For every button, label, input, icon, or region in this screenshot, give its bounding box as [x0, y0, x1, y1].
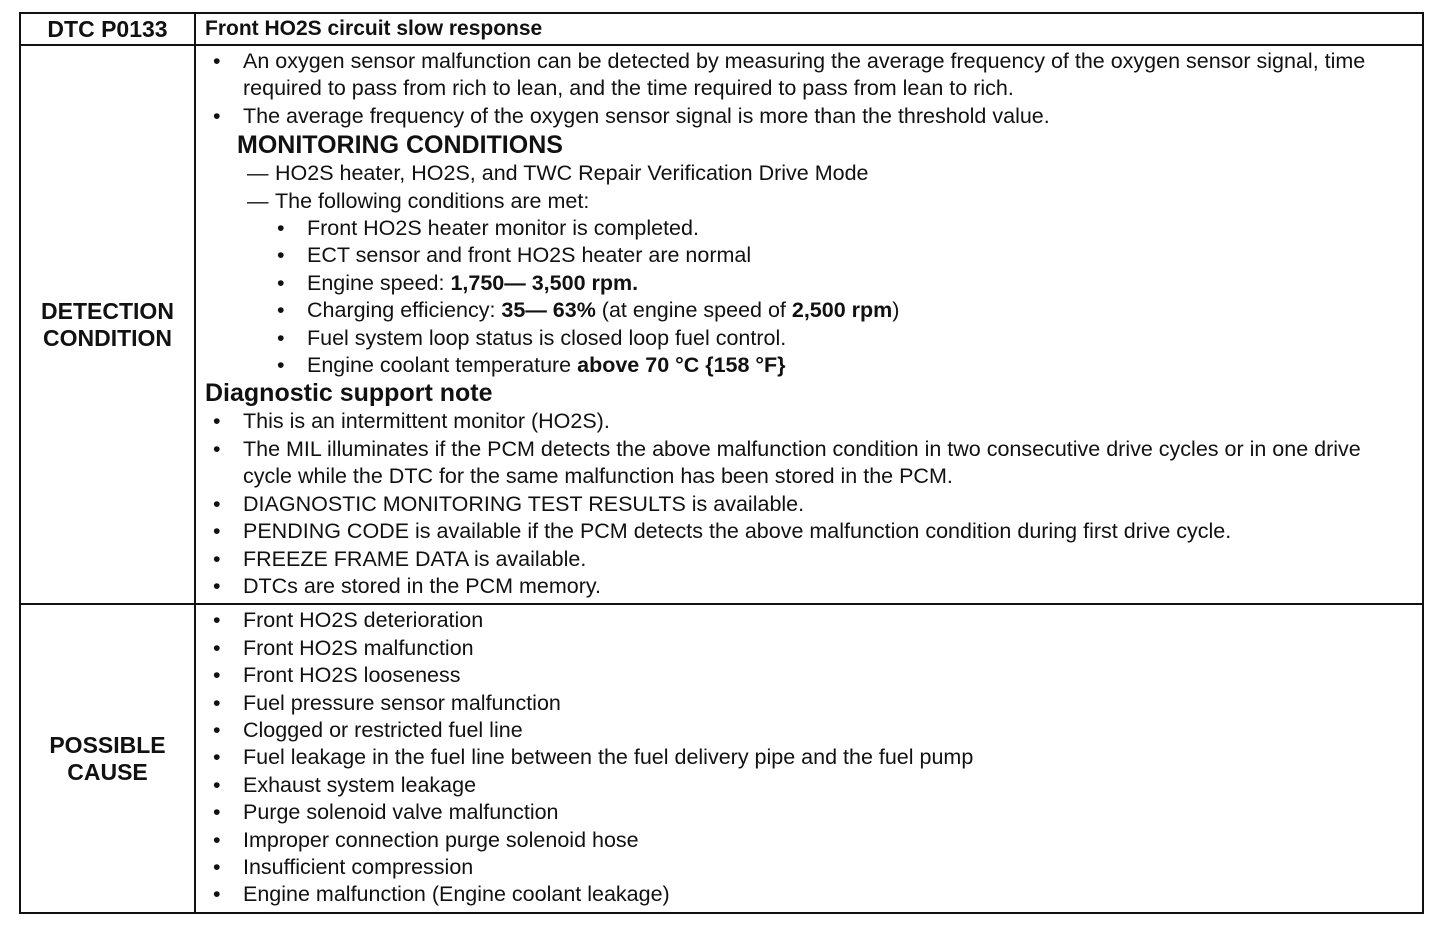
condition-text: Engine coolant temperature: [307, 353, 578, 378]
engine-speed-value: 1,750— 3,500 rpm.: [450, 270, 639, 295]
possible-cause-content: [195, 604, 1423, 912]
possible-cause-label-line1: POSSIBLE: [49, 731, 166, 758]
note-item: • This is an intermittent monitor (HO2S).: [205, 408, 1414, 435]
dtc-table: [19, 12, 1424, 914]
detection-bullet: • The average frequency of the oxygen sensor signal is more than the threshold value.: [205, 103, 1414, 130]
possible-cause-label: [20, 604, 195, 912]
dtc-title: Front HO2S circuit slow response: [195, 13, 1423, 45]
note-item: • DIAGNOSTIC MONITORING TEST RESULTS is available.: [205, 491, 1414, 518]
cause-item: • Fuel leakage in the fuel line between the fuel delivery pipe and the fuel pump: [205, 744, 1414, 771]
condition-text: Charging efficiency:: [307, 298, 502, 323]
cause-item: • Front HO2S deterioration: [205, 607, 1414, 634]
possible-cause-row: [20, 604, 1423, 912]
monitoring-conditions-heading: MONITORING CONDITIONS: [237, 131, 563, 160]
detection-label-line2: CONDITION: [42, 324, 173, 351]
note-item: • FREEZE FRAME DATA is available.: [205, 546, 1414, 573]
cause-item: • Improper connection purge solenoid hose: [205, 827, 1414, 854]
condition-text: ): [892, 298, 900, 323]
note-item: • PENDING CODE is available if the PCM detects the above malfunction condition during first drive cycle.: [205, 518, 1414, 545]
cause-item: • Purge solenoid valve malfunction: [205, 799, 1414, 826]
coolant-temperature-value: above 70 °C {158 °F}: [577, 353, 786, 378]
condition-item: • Front HO2S heater monitor is completed.: [205, 215, 1414, 242]
condition-item: [205, 352, 1414, 379]
cause-item: • Engine malfunction (Engine coolant leakage): [205, 881, 1414, 908]
monitoring-dash-item: — HO2S heater, HO2S, and TWC Repair Verification Drive Mode: [205, 160, 1414, 187]
cause-item: • Front HO2S looseness: [205, 662, 1414, 689]
header-row: [20, 13, 1423, 45]
cause-item: • Clogged or restricted fuel line: [205, 717, 1414, 744]
cause-item: • Exhaust system leakage: [205, 772, 1414, 799]
detection-bullets: [205, 48, 1414, 130]
detection-bullet: • An oxygen sensor malfunction can be detected by measuring the average frequency of the oxygen sensor signal, time required to pass from rich to lean, and the time required to pass from lean to rich.: [205, 48, 1414, 103]
condition-item: • ECT sensor and front HO2S heater are normal: [205, 242, 1414, 269]
detection-condition-label: [20, 45, 195, 604]
detection-row: [20, 45, 1423, 604]
condition-text: Engine speed:: [307, 270, 451, 295]
monitoring-dash-item: — The following conditions are met:: [205, 188, 1414, 215]
possible-cause-label-line2: CAUSE: [67, 758, 148, 785]
cause-item: • Front HO2S malfunction: [205, 635, 1414, 662]
dtc-code: DTC P0133: [20, 13, 195, 45]
cause-list: [205, 607, 1414, 908]
engine-speed-reference-value: 2,500 rpm: [791, 298, 893, 323]
cause-item: • Fuel pressure sensor malfunction: [205, 690, 1414, 717]
detection-label-line1: DETECTION: [41, 297, 174, 324]
cause-item: • Insufficient compression: [205, 854, 1414, 881]
detection-condition-content: [195, 45, 1423, 604]
condition-list: [205, 215, 1414, 379]
diagnostic-support-note-heading: Diagnostic support note: [205, 379, 493, 408]
charging-efficiency-value: 35— 63%: [501, 298, 596, 323]
note-item: • The MIL illuminates if the PCM detects the above malfunction condition in two consecutive drive cycles or in one drive cycle while the DTC for the same malfunction has been stored in the PCM.: [205, 436, 1414, 491]
condition-item: • Fuel system loop status is closed loop fuel control.: [205, 325, 1414, 352]
condition-item: [205, 297, 1414, 324]
condition-text: (at engine speed of: [595, 298, 792, 323]
condition-item: [205, 270, 1414, 297]
note-list: [205, 408, 1414, 600]
note-item: • DTCs are stored in the PCM memory.: [205, 573, 1414, 600]
